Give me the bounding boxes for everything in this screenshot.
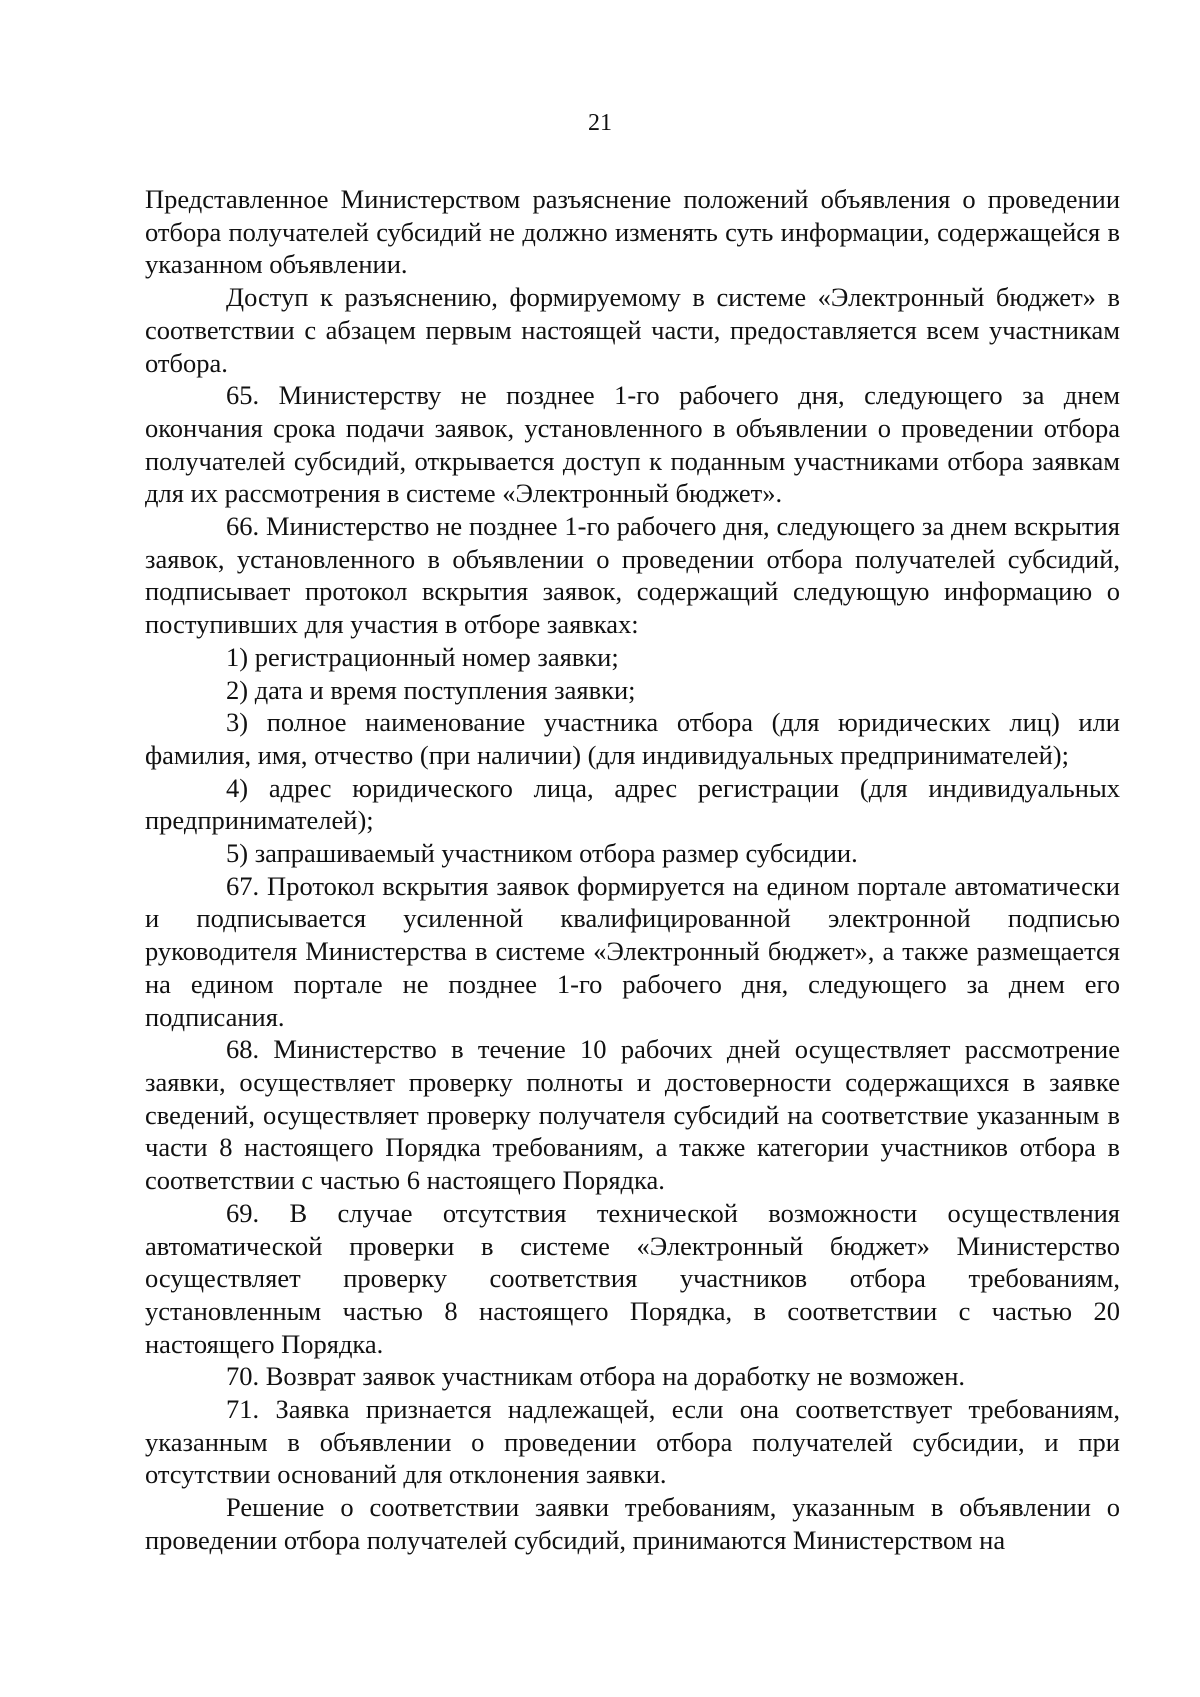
paragraph: 66. Министерство не позднее 1-го рабочего дня, следующего за днем вскрытия заявок, установленного в объявлении о проведении отбора получателей субсидий, подписывает протокол вскрытия заявок, содержащий следующую информацию о поступивших для участия в отборе заявках: bbox=[145, 511, 1120, 640]
paragraph: 71. Заявка признается надлежащей, если она соответствует требованиям, указанным в объявлении о проведении отбора получателей субсидии, и при отсутствии оснований для отклонения заявки. bbox=[145, 1394, 1120, 1490]
page-number: 21 bbox=[588, 110, 612, 136]
paragraph: 69. В случае отсутствия технической возможности осуществления автоматической проверки в системе «Электронный бюджет» Министерство осуществляет проверку соответствия участников отбора требованиям, установленным частью 8 настоящего Порядка, в соответствии с частью 20 настоящего Порядка. bbox=[145, 1197, 1120, 1359]
paragraph: 68. Министерство в течение 10 рабочих дней осуществляет рассмотрение заявки, осуществляет проверку полноты и достоверности содержащихся в заявке сведений, осуществляет проверку получателя субсидий на соответствие указанным в части 8 настоящего Порядка требованиям, а также категории участников отбора в соответствии с частью 6 настоящего Порядка. bbox=[145, 1034, 1120, 1196]
paragraph: Решение о соответствии заявки требованиям, указанным в объявлении о проведении отбора получателей субсидий, принимаются Министерством на bbox=[145, 1492, 1120, 1555]
paragraph: 3) полное наименование участника отбора (для юридических лиц) или фамилия, имя, отчество (при наличии) (для индивидуальных предпринимателей); bbox=[145, 707, 1120, 770]
paragraph: 65. Министерству не позднее 1-го рабочего дня, следующего за днем окончания срока подачи заявок, установленного в объявлении о проведении отбора получателей субсидий, открывается доступ к поданным участниками отбора заявкам для их рассмотрения в системе «Электронный бюджет». bbox=[145, 380, 1120, 509]
document-body bbox=[145, 183, 1120, 1557]
paragraph: Представленное Министерством разъяснение положений объявления о проведении отбора получателей субсидий не должно изменять суть информации, содержащейся в указанном объявлении. bbox=[145, 184, 1120, 280]
paragraph: Доступ к разъяснению, формируемому в системе «Электронный бюджет» в соответствии с абзацем первым настоящей части, предоставляется всем участникам отбора. bbox=[145, 282, 1120, 378]
paragraph: 4) адрес юридического лица, адрес регистрации (для индивидуальных предпринимателей); bbox=[145, 772, 1120, 836]
paragraph: 1) регистрационный номер заявки; bbox=[226, 641, 619, 672]
paragraph: 2) дата и время поступления заявки; bbox=[226, 674, 636, 705]
paragraph: 5) запрашиваемый участником отбора размер субсидии. bbox=[226, 838, 858, 869]
paragraph: 67. Протокол вскрытия заявок формируется на едином портале автоматически и подписывается усиленной квалифицированной электронной подписью руководителя Министерства в системе «Электронный бюджет», а также размещается на едином портале не позднее 1-го рабочего дня, следующего за днем его подписания. bbox=[145, 870, 1120, 1032]
paragraph: 70. Возврат заявок участникам отбора на доработку не возможен. bbox=[226, 1361, 965, 1392]
